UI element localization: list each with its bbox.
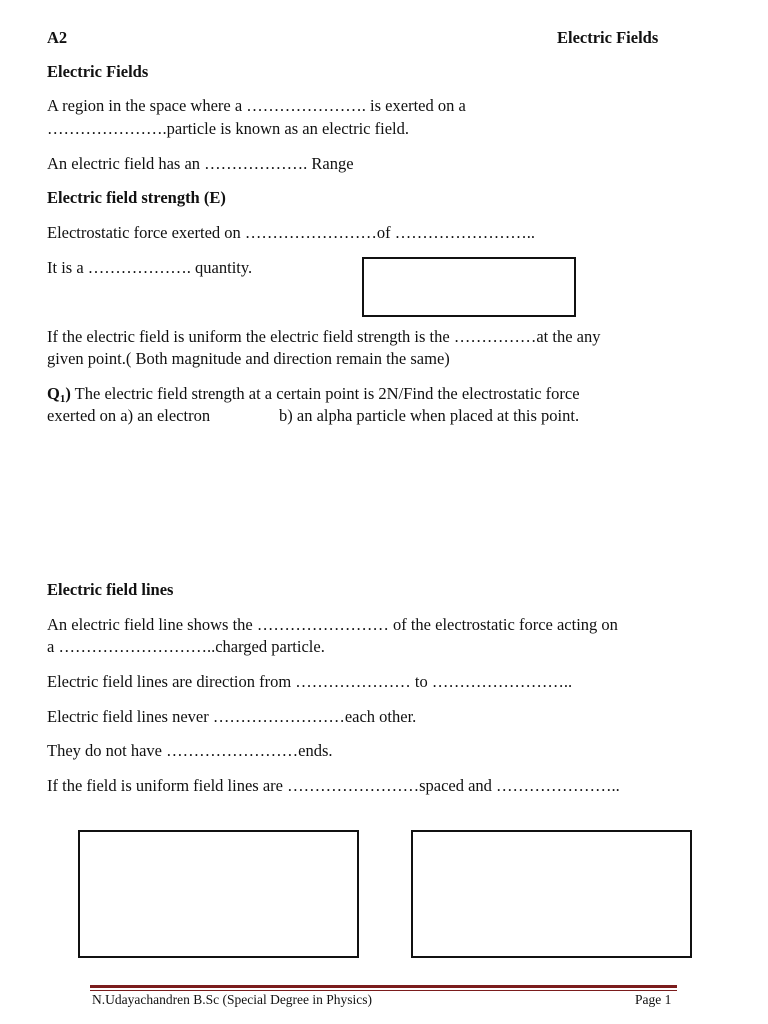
answer-box-formula[interactable] <box>362 257 576 317</box>
field-line-uniform: If the field is uniform field lines are ……………………spaced and ………………….. <box>47 776 620 795</box>
definition-line-1: A region in the space where a …………………. is exerted on a <box>47 96 466 115</box>
question-number: 1 <box>59 393 66 405</box>
force-line: Electrostatic force exerted on ……………………of …………………….. <box>47 223 536 242</box>
footer-page-number: Page 1 <box>635 992 672 1007</box>
drawing-box-right[interactable] <box>411 830 692 958</box>
definition-line-2: ………………….particle is known as an electric field. <box>47 119 409 138</box>
field-line-shows-2: a ………………………..charged particle. <box>47 637 325 656</box>
field-line-shows-1: An electric field line shows the …………………… of the electrostatic force acting on <box>47 615 618 634</box>
drawing-box-left[interactable] <box>78 830 359 958</box>
header-title: Electric Fields <box>557 28 659 47</box>
footer-rule <box>90 985 677 988</box>
question-label: Q <box>47 384 60 403</box>
field-line-direction: Electric field lines are direction from ………………… to …………………….. <box>47 672 573 691</box>
footer-author: N.Udayachandren B.Sc (Special Degree in Physics) <box>92 992 373 1007</box>
question-1-part-a: exerted on a) an electron <box>47 406 211 425</box>
quantity-line: It is a ………………. quantity. <box>47 258 253 277</box>
field-line-ends: They do not have ……………………ends. <box>47 741 333 760</box>
field-line-never: Electric field lines never ……………………each other. <box>47 707 417 726</box>
question-close: ) <box>65 384 71 403</box>
section-title-field-strength: Electric field strength (E) <box>47 188 226 207</box>
uniform-line-1: If the electric field is uniform the electric field strength is the ……………at the any <box>47 327 601 346</box>
header-left: A2 <box>47 28 68 47</box>
section-title-field-lines: Electric field lines <box>47 580 174 599</box>
question-1-part-b: b) an alpha particle when placed at this point. <box>279 406 580 425</box>
section-title-electric-fields: Electric Fields <box>47 62 149 81</box>
range-line: An electric field has an ………………. Range <box>47 154 354 173</box>
uniform-line-2: given point.( Both magnitude and direction remain the same) <box>47 349 450 368</box>
question-text: The electric field strength at a certain point is 2N/Find the electrostatic force <box>70 384 580 403</box>
